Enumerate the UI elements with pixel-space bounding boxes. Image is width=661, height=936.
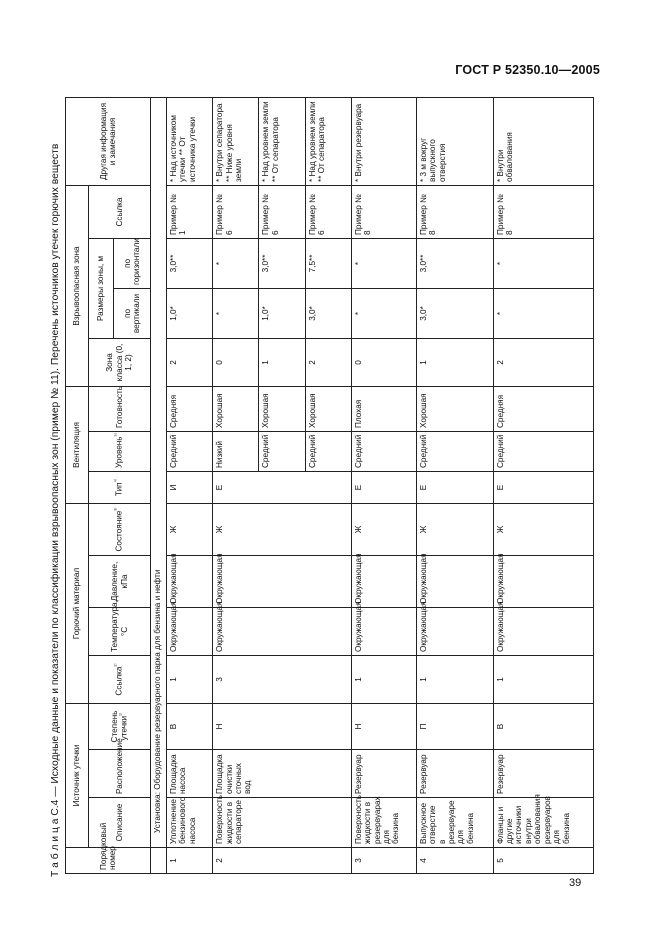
grade-cell: П [416, 703, 493, 749]
state-cell: Ж [416, 503, 493, 555]
reference-cell: 1 [416, 655, 493, 703]
header-reference: Ссылка$^{^{2)}}$ [89, 655, 151, 703]
row-number-cell: 3 [351, 848, 416, 874]
header-zone-class: Зона класса (0, 1, 2) [89, 338, 151, 386]
zone-reference-cell: Пример № 6 [305, 185, 351, 238]
header-source: Источник утечки [66, 703, 89, 847]
temperature-cell: Окружающая [213, 607, 352, 655]
zone-reference-cell: Пример № 8 [493, 185, 593, 238]
vent-degree-cell: Средний [416, 431, 493, 471]
vent-degree-cell: Средний [493, 431, 593, 471]
zone-vertical-cell: * [213, 288, 259, 338]
description-cell: Поверхность жидкости в резервуарах для бензина [351, 798, 416, 848]
notes-cell: * Внутри сепаратора ** Ниже уровня земли [213, 97, 259, 185]
state-cell: Ж [213, 503, 352, 555]
state-cell: Ж [167, 503, 213, 555]
pressure-cell: Окружающая [416, 555, 493, 607]
temperature-cell: Окружающая [416, 607, 493, 655]
pressure-cell: Окружающая [493, 555, 593, 607]
table-row [416, 97, 493, 873]
header-state: Состояние$^{^{3)}}$ [89, 503, 151, 555]
zone-vertical-cell: 3,0* [416, 288, 493, 338]
installation-label: Установка: Оборудование резервуарного парка для бензина и нефти [151, 97, 167, 847]
zone-class-cell: 0 [351, 338, 416, 386]
vent-type-cell: Е [493, 471, 593, 503]
zone-class-cell: 1 [259, 338, 305, 386]
notes-cell: * Над уровнем земли ** От сепаратора [259, 97, 305, 185]
vent-availability-cell: Средняя [167, 386, 213, 431]
zone-horizontal-cell: 3,0** [259, 238, 305, 288]
vent-availability-cell: Средняя [493, 386, 593, 431]
reference-cell: 1 [167, 655, 213, 703]
zone-reference-cell: Пример № 6 [213, 185, 259, 238]
zone-class-cell: 2 [167, 338, 213, 386]
notes-cell: * Над источником утечки ** От источника утечки [167, 97, 213, 185]
zone-class-cell: 2 [305, 338, 351, 386]
vent-availability-cell: Плохая [351, 386, 416, 431]
table-title: Т а б л и ц а С.4 — Исходные данные и показатели по классификации взрывоопасных зон (пример № 11). Перечень источников утечек горючих веществ [50, 143, 61, 877]
reference-cell: 1 [351, 655, 416, 703]
grade-cell: В [167, 703, 213, 749]
row-number-cell: 1 [167, 848, 213, 874]
header-zone-reference: Ссылка [89, 185, 151, 238]
zone-horizontal-cell: * [213, 238, 259, 288]
header-hazardous-zone: Взрывоопасная зона [66, 185, 89, 386]
row-number-cell: 4 [416, 848, 493, 874]
description-cell: Выпускное отверстие в резервуаре для бензина [416, 798, 493, 848]
table-row [351, 97, 416, 873]
zone-horizontal-cell: 3,0** [167, 238, 213, 288]
vent-availability-cell: Хорошая [305, 386, 351, 431]
vent-availability-cell: Хорошая [416, 386, 493, 431]
header-vent-type: Тип$^{^{4)}}$ [89, 471, 151, 503]
header-temperature: Температура, °С [89, 607, 151, 655]
zone-horizontal-cell: * [351, 238, 416, 288]
location-cell: Резервуар [493, 750, 593, 798]
grade-cell: В [493, 703, 593, 749]
vent-degree-cell: Низкий [213, 431, 259, 471]
location-cell: Резервуар [416, 750, 493, 798]
vent-type-cell: Е [416, 471, 493, 503]
notes-cell: * 3 м вокруг выпускного отверстия [416, 97, 493, 185]
temperature-cell: Окружающая [493, 607, 593, 655]
vent-degree-cell: Средний [167, 431, 213, 471]
zone-reference-cell: Пример № 8 [416, 185, 493, 238]
header-pressure: Давление, кПа [89, 555, 151, 607]
zone-reference-cell: Пример № 8 [351, 185, 416, 238]
grade-cell: Н [213, 703, 352, 749]
header-vent-degree: Уровень$^{^{5)}}$ [89, 431, 151, 471]
reference-cell: 3 [213, 655, 352, 703]
state-cell: Ж [493, 503, 593, 555]
header-other-info: Другая информация и замечания [66, 97, 151, 185]
vent-degree-cell: Средний [351, 431, 416, 471]
notes-cell: * Над уровнем земли ** От сепаратора [305, 97, 351, 185]
zone-vertical-cell: 1,0* [259, 288, 305, 338]
row-number-cell: 5 [493, 848, 593, 874]
table-row [167, 97, 213, 873]
table-rotated-container [65, 98, 594, 874]
vent-type-cell: Е [351, 471, 416, 503]
pressure-cell: Окружающая [167, 555, 213, 607]
temperature-cell: Окружающая [167, 607, 213, 655]
table-row [213, 97, 259, 873]
header-ventilation: Вентиляция [66, 386, 89, 503]
description-cell: Фланцы и другие источники внутри обвалования резервуаров для бензина [493, 798, 593, 848]
header-vertical: по вертикали [114, 288, 151, 338]
zone-vertical-cell: 3,0* [305, 288, 351, 338]
description-cell: Поверхность жидкости в сепараторе [213, 798, 352, 848]
grade-cell: Н [351, 703, 416, 749]
table-body [167, 97, 594, 873]
vent-degree-cell: Средний [305, 431, 351, 471]
row-number-cell: 2 [213, 848, 352, 874]
location-cell: Резервуар [351, 750, 416, 798]
header-row-number: Порядковый номер [66, 848, 151, 874]
vent-availability-cell: Хорошая [213, 386, 259, 431]
temperature-cell: Окружающая [351, 607, 416, 655]
notes-cell: * Внутри резервуара [351, 97, 416, 185]
zone-class-cell: 0 [213, 338, 259, 386]
zone-vertical-cell: * [493, 288, 593, 338]
standard-number: ГОСТ Р 52350.10—2005 [455, 63, 600, 77]
page-number: 39 [569, 877, 582, 889]
table-row [493, 97, 593, 873]
header-horizontal: по горизонтали [114, 238, 151, 288]
header-zone-size: Размеры зоны, м [89, 238, 114, 338]
zone-horizontal-cell: 7,5** [305, 238, 351, 288]
header-grade: Степень утечки$^{^{1)}}$ [89, 703, 151, 749]
location-cell: Площадка очистки сточных вод [213, 750, 352, 798]
vent-availability-cell: Хорошая [259, 386, 305, 431]
header-location: Расположение [89, 750, 151, 798]
description-cell: Уплотнение бензинового насоса [167, 798, 213, 848]
location-cell: Площадка насоса [167, 750, 213, 798]
zone-horizontal-cell: * [493, 238, 593, 288]
zone-vertical-cell: 1,0* [167, 288, 213, 338]
state-cell: Ж [351, 503, 416, 555]
vent-degree-cell: Средний [259, 431, 305, 471]
zone-vertical-cell: * [351, 288, 416, 338]
zone-reference-cell: Пример № 6 [259, 185, 305, 238]
notes-cell: * Внутри обвалования [493, 97, 593, 185]
vent-type-cell: Е [213, 471, 352, 503]
leak-sources-table [65, 97, 594, 874]
zone-class-cell: 1 [416, 338, 493, 386]
header-material: Горючий материал [66, 503, 89, 703]
zone-horizontal-cell: 3,0** [416, 238, 493, 288]
pressure-cell: Окружающая [351, 555, 416, 607]
vent-type-cell: И [167, 471, 213, 503]
pressure-cell: Окружающая [213, 555, 352, 607]
header-vent-availability: Готовность [89, 386, 151, 431]
reference-cell: 1 [493, 655, 593, 703]
header-description: Описание [89, 798, 151, 848]
zone-reference-cell: Пример № 1 [167, 185, 213, 238]
zone-class-cell: 2 [493, 338, 593, 386]
